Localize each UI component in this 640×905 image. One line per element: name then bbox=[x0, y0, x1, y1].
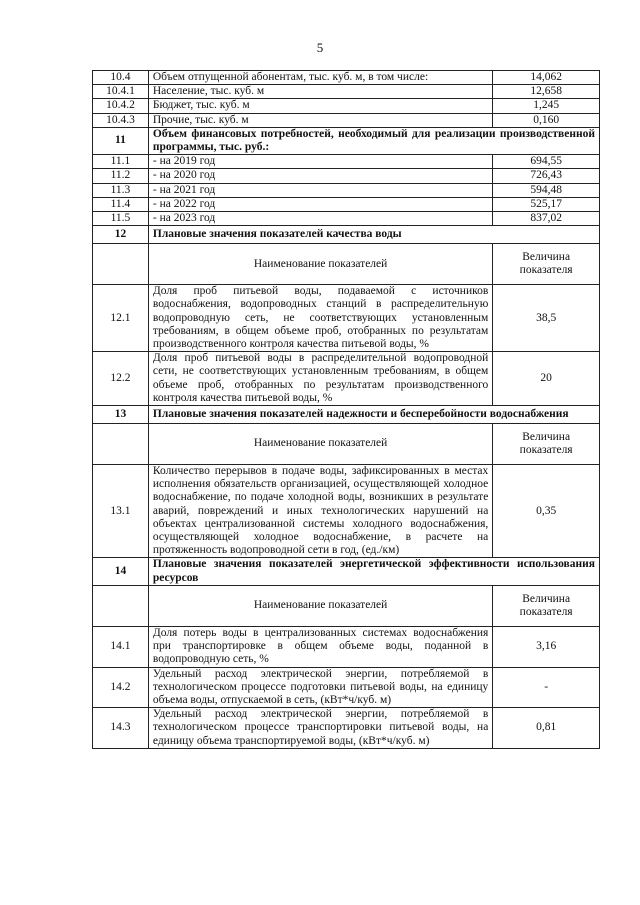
row-description: Доля проб питьевой воды в распределительной водопроводной сети, не соответствующих установленным требованиям, в общем объеме проб, отобранных по результатам производственного контроля качества питьевой воды, % bbox=[148, 352, 492, 406]
section-title: Объем финансовых потребностей, необходимый для реализации производственной программы, тыс. руб.: bbox=[148, 127, 599, 154]
row-number: 10.4.2 bbox=[93, 99, 149, 113]
table-row bbox=[93, 626, 600, 667]
column-header-row bbox=[93, 244, 600, 285]
header-value: Величина показателя bbox=[493, 244, 600, 285]
row-value: - bbox=[493, 667, 600, 708]
header-name: Наименование показателей bbox=[148, 244, 492, 285]
row-description: - на 2020 год bbox=[148, 169, 492, 183]
row-value: 694,55 bbox=[493, 155, 600, 169]
table-row bbox=[93, 465, 600, 558]
table-row bbox=[93, 155, 600, 169]
table-row bbox=[93, 212, 600, 226]
row-value: 3,16 bbox=[493, 626, 600, 667]
section-number: 12 bbox=[93, 226, 149, 244]
section-title: Плановые значения показателей энергетической эффективности использования ресурсов bbox=[148, 558, 599, 585]
row-number: 10.4.1 bbox=[93, 85, 149, 99]
row-description: Количество перерывов в подаче воды, зафиксированных в местах исполнения обязательств организацией, осуществляющей холодное водоснабжение, по подаче холодной воды, возникших в результате аварий, повреждений и иных технологических нарушений на объектах централизованной системы холодного водоснабжения, осуществляющей холодное водоснабжение, в расчете на протяженность водопроводной сети в год, (ед./км) bbox=[148, 465, 492, 558]
row-value: 0,81 bbox=[493, 708, 600, 749]
row-description: Объем отпущенной абонентам, тыс. куб. м, в том числе: bbox=[148, 71, 492, 85]
row-value: 12,658 bbox=[493, 85, 600, 99]
row-description: Удельный расход электрической энергии, потребляемой в технологическом процессе подготовки питьевой воды, на единицу объема воды, отпускаемой в сеть, (кВт*ч/куб. м) bbox=[148, 667, 492, 708]
row-value: 0,35 bbox=[493, 465, 600, 558]
row-value: 726,43 bbox=[493, 169, 600, 183]
row-description: - на 2021 год bbox=[148, 183, 492, 197]
row-value: 38,5 bbox=[493, 285, 600, 352]
row-description: Население, тыс. куб. м bbox=[148, 85, 492, 99]
row-value: 0,160 bbox=[493, 113, 600, 127]
row-value: 837,02 bbox=[493, 212, 600, 226]
table-row bbox=[93, 169, 600, 183]
table-row bbox=[93, 285, 600, 352]
row-description: Прочие, тыс. куб. м bbox=[148, 113, 492, 127]
row-number: 14.2 bbox=[93, 667, 149, 708]
header-value: Величина показателя bbox=[493, 424, 600, 465]
empty-cell bbox=[93, 585, 149, 626]
table-row bbox=[93, 99, 600, 113]
section-number: 13 bbox=[93, 406, 149, 424]
table-row bbox=[93, 183, 600, 197]
row-number: 10.4 bbox=[93, 71, 149, 85]
row-number: 11.5 bbox=[93, 212, 149, 226]
row-number: 14.3 bbox=[93, 708, 149, 749]
row-number: 12.2 bbox=[93, 352, 149, 406]
table-row bbox=[93, 352, 600, 406]
row-number: 11.3 bbox=[93, 183, 149, 197]
row-description: - на 2023 год bbox=[148, 212, 492, 226]
header-name: Наименование показателей bbox=[148, 585, 492, 626]
section-title: Плановые значения показателей надежности и бесперебойности водоснабжения bbox=[148, 406, 599, 424]
row-description: - на 2022 год bbox=[148, 197, 492, 211]
empty-cell bbox=[93, 244, 149, 285]
section-row bbox=[93, 226, 600, 244]
section-row bbox=[93, 127, 600, 154]
page-number: 5 bbox=[316, 40, 324, 55]
row-number: 12.1 bbox=[93, 285, 149, 352]
header-value: Величина показателя bbox=[493, 585, 600, 626]
section-row bbox=[93, 406, 600, 424]
header-name: Наименование показателей bbox=[148, 424, 492, 465]
empty-cell bbox=[93, 424, 149, 465]
column-header-row bbox=[93, 585, 600, 626]
section-number: 11 bbox=[93, 127, 149, 154]
row-value: 1,245 bbox=[493, 99, 600, 113]
row-value: 594,48 bbox=[493, 183, 600, 197]
row-number: 10.4.3 bbox=[93, 113, 149, 127]
table-row bbox=[93, 71, 600, 85]
table-row bbox=[93, 85, 600, 99]
row-description: Доля потерь воды в централизованных системах водоснабжения при транспортировке в общем объеме воды, поданной в водопроводную сеть, % bbox=[148, 626, 492, 667]
section-title: Плановые значения показателей качества воды bbox=[148, 226, 599, 244]
row-description: Удельный расход электрической энергии, потребляемой в технологическом процессе транспортировки питьевой воды, на единицу объема транспортируемой воды, (кВт*ч/куб. м) bbox=[148, 708, 492, 749]
row-number: 11.2 bbox=[93, 169, 149, 183]
row-number: 13.1 bbox=[93, 465, 149, 558]
row-description: - на 2019 год bbox=[148, 155, 492, 169]
row-number: 11.4 bbox=[93, 197, 149, 211]
row-description: Доля проб питьевой воды, подаваемой с источников водоснабжения, водопроводных станций в распределительную водопроводную сеть, не соответствующих установленным требованиям, в общем объеме проб, отобранных по результатам производственного контроля качества питьевой воды, % bbox=[148, 285, 492, 352]
table-row bbox=[93, 667, 600, 708]
row-value: 20 bbox=[493, 352, 600, 406]
section-number: 14 bbox=[93, 558, 149, 585]
row-number: 14.1 bbox=[93, 626, 149, 667]
table-row bbox=[93, 708, 600, 749]
column-header-row bbox=[93, 424, 600, 465]
table-row bbox=[93, 197, 600, 211]
row-value: 14,062 bbox=[493, 71, 600, 85]
row-description: Бюджет, тыс. куб. м bbox=[148, 99, 492, 113]
row-number: 11.1 bbox=[93, 155, 149, 169]
section-row bbox=[93, 558, 600, 585]
indicators-table bbox=[92, 70, 600, 749]
table-row bbox=[93, 113, 600, 127]
row-value: 525,17 bbox=[493, 197, 600, 211]
